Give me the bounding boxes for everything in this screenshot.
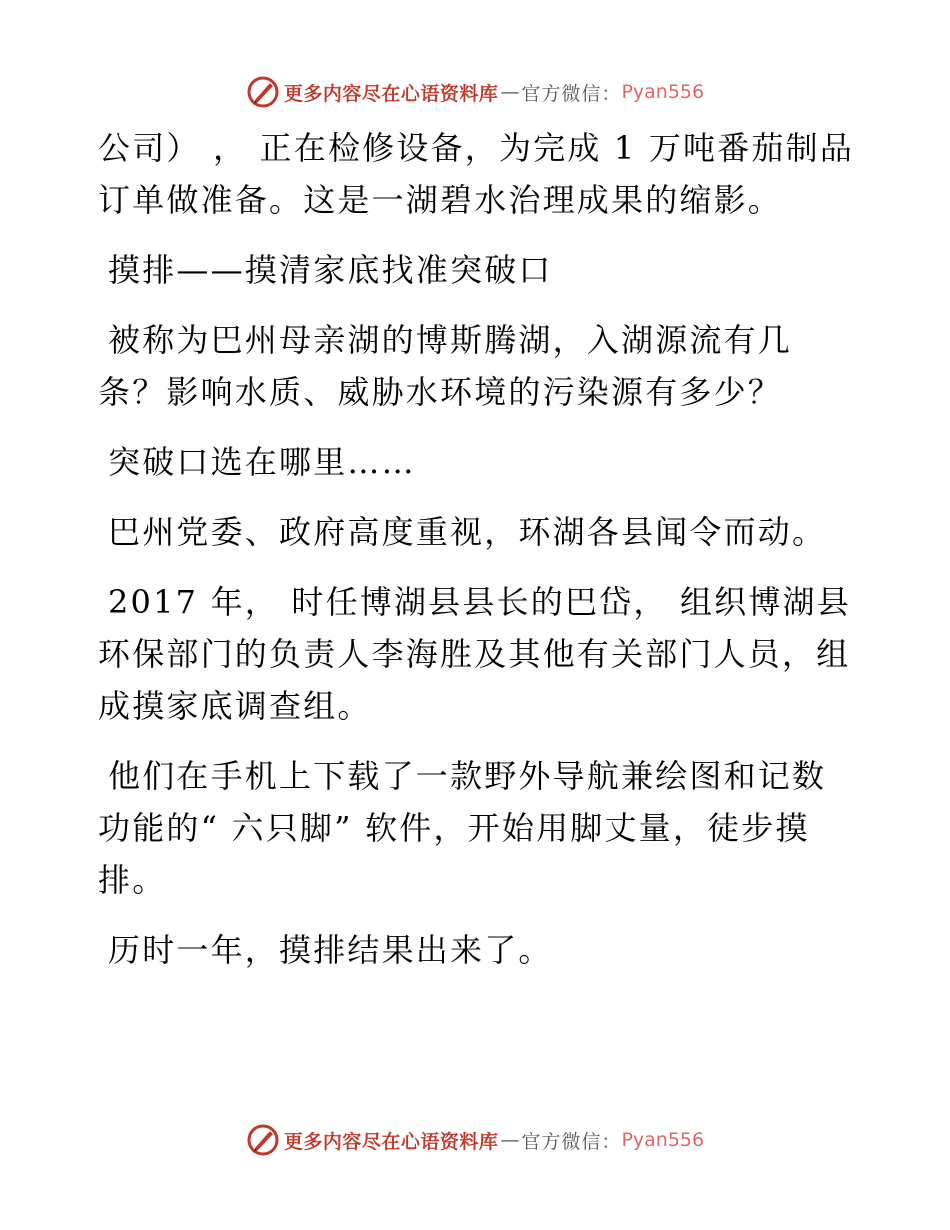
text-line: 排。 xyxy=(98,861,167,899)
quill-logo-icon xyxy=(246,75,280,109)
header-watermark xyxy=(0,72,950,112)
text-line: 摸排——摸清家底找准突破口 xyxy=(108,251,553,289)
watermark-main-text: 更多内容尽在心语资料库 xyxy=(283,82,499,105)
watermark-dash: — xyxy=(500,81,520,103)
paragraph-7 xyxy=(98,750,858,802)
paragraph-4 xyxy=(98,436,858,488)
quill-logo-icon xyxy=(246,1123,280,1157)
text-line: 公司） ， 正在检修设备，为完成 1 万吨番茄制品 xyxy=(98,129,855,167)
text-line: 他们在手机上下载了一款野外导航兼绘图和记数 xyxy=(108,757,827,795)
text-line: 历时一年，摸排结果出来了。 xyxy=(108,931,553,969)
paragraph-1 xyxy=(98,122,858,226)
text-line: 环保部门的负责人李海胜及其他有关部门人员，组 xyxy=(98,635,851,673)
document-body xyxy=(98,122,858,976)
watermark-main-text: 更多内容尽在心语资料库 xyxy=(283,1130,499,1153)
watermark-sub-text: 官方微信： xyxy=(521,82,622,105)
text-line: 功能的“ 六只脚” 软件，开始用脚丈量，徒步摸 xyxy=(98,809,810,847)
paragraph-8 xyxy=(98,924,858,976)
watermark-wechat-id: Pyan556 xyxy=(621,81,705,103)
text-line: 2017 年， 时任博湖县县长的巴岱， 组织博湖县 xyxy=(108,583,851,621)
paragraph-6 xyxy=(98,576,858,628)
text-line: 突破口选在哪里…… xyxy=(108,443,416,481)
footer-watermark xyxy=(0,1120,950,1160)
paragraph-6-cont xyxy=(98,628,858,732)
paragraph-3 xyxy=(98,314,858,366)
section-heading xyxy=(98,244,858,296)
text-line: 成摸家底调查组。 xyxy=(98,687,372,725)
paragraph-3-cont xyxy=(98,366,858,418)
watermark-sub-text: 官方微信： xyxy=(521,1130,622,1153)
text-line: 被称为巴州母亲湖的博斯腾湖，入湖源流有几 xyxy=(108,321,793,359)
text-line: 巴州党委、政府高度重视，环湖各县闻令而动。 xyxy=(108,513,827,551)
text-line: 条？影响水质、威胁水环境的污染源有多少？ xyxy=(98,373,783,411)
paragraph-7-cont xyxy=(98,802,858,906)
watermark-dash: — xyxy=(500,1129,520,1151)
paragraph-5 xyxy=(98,506,858,558)
watermark-wechat-id: Pyan556 xyxy=(621,1129,705,1151)
text-line: 订单做准备。这是一湖碧水治理成果的缩影。 xyxy=(98,181,783,219)
